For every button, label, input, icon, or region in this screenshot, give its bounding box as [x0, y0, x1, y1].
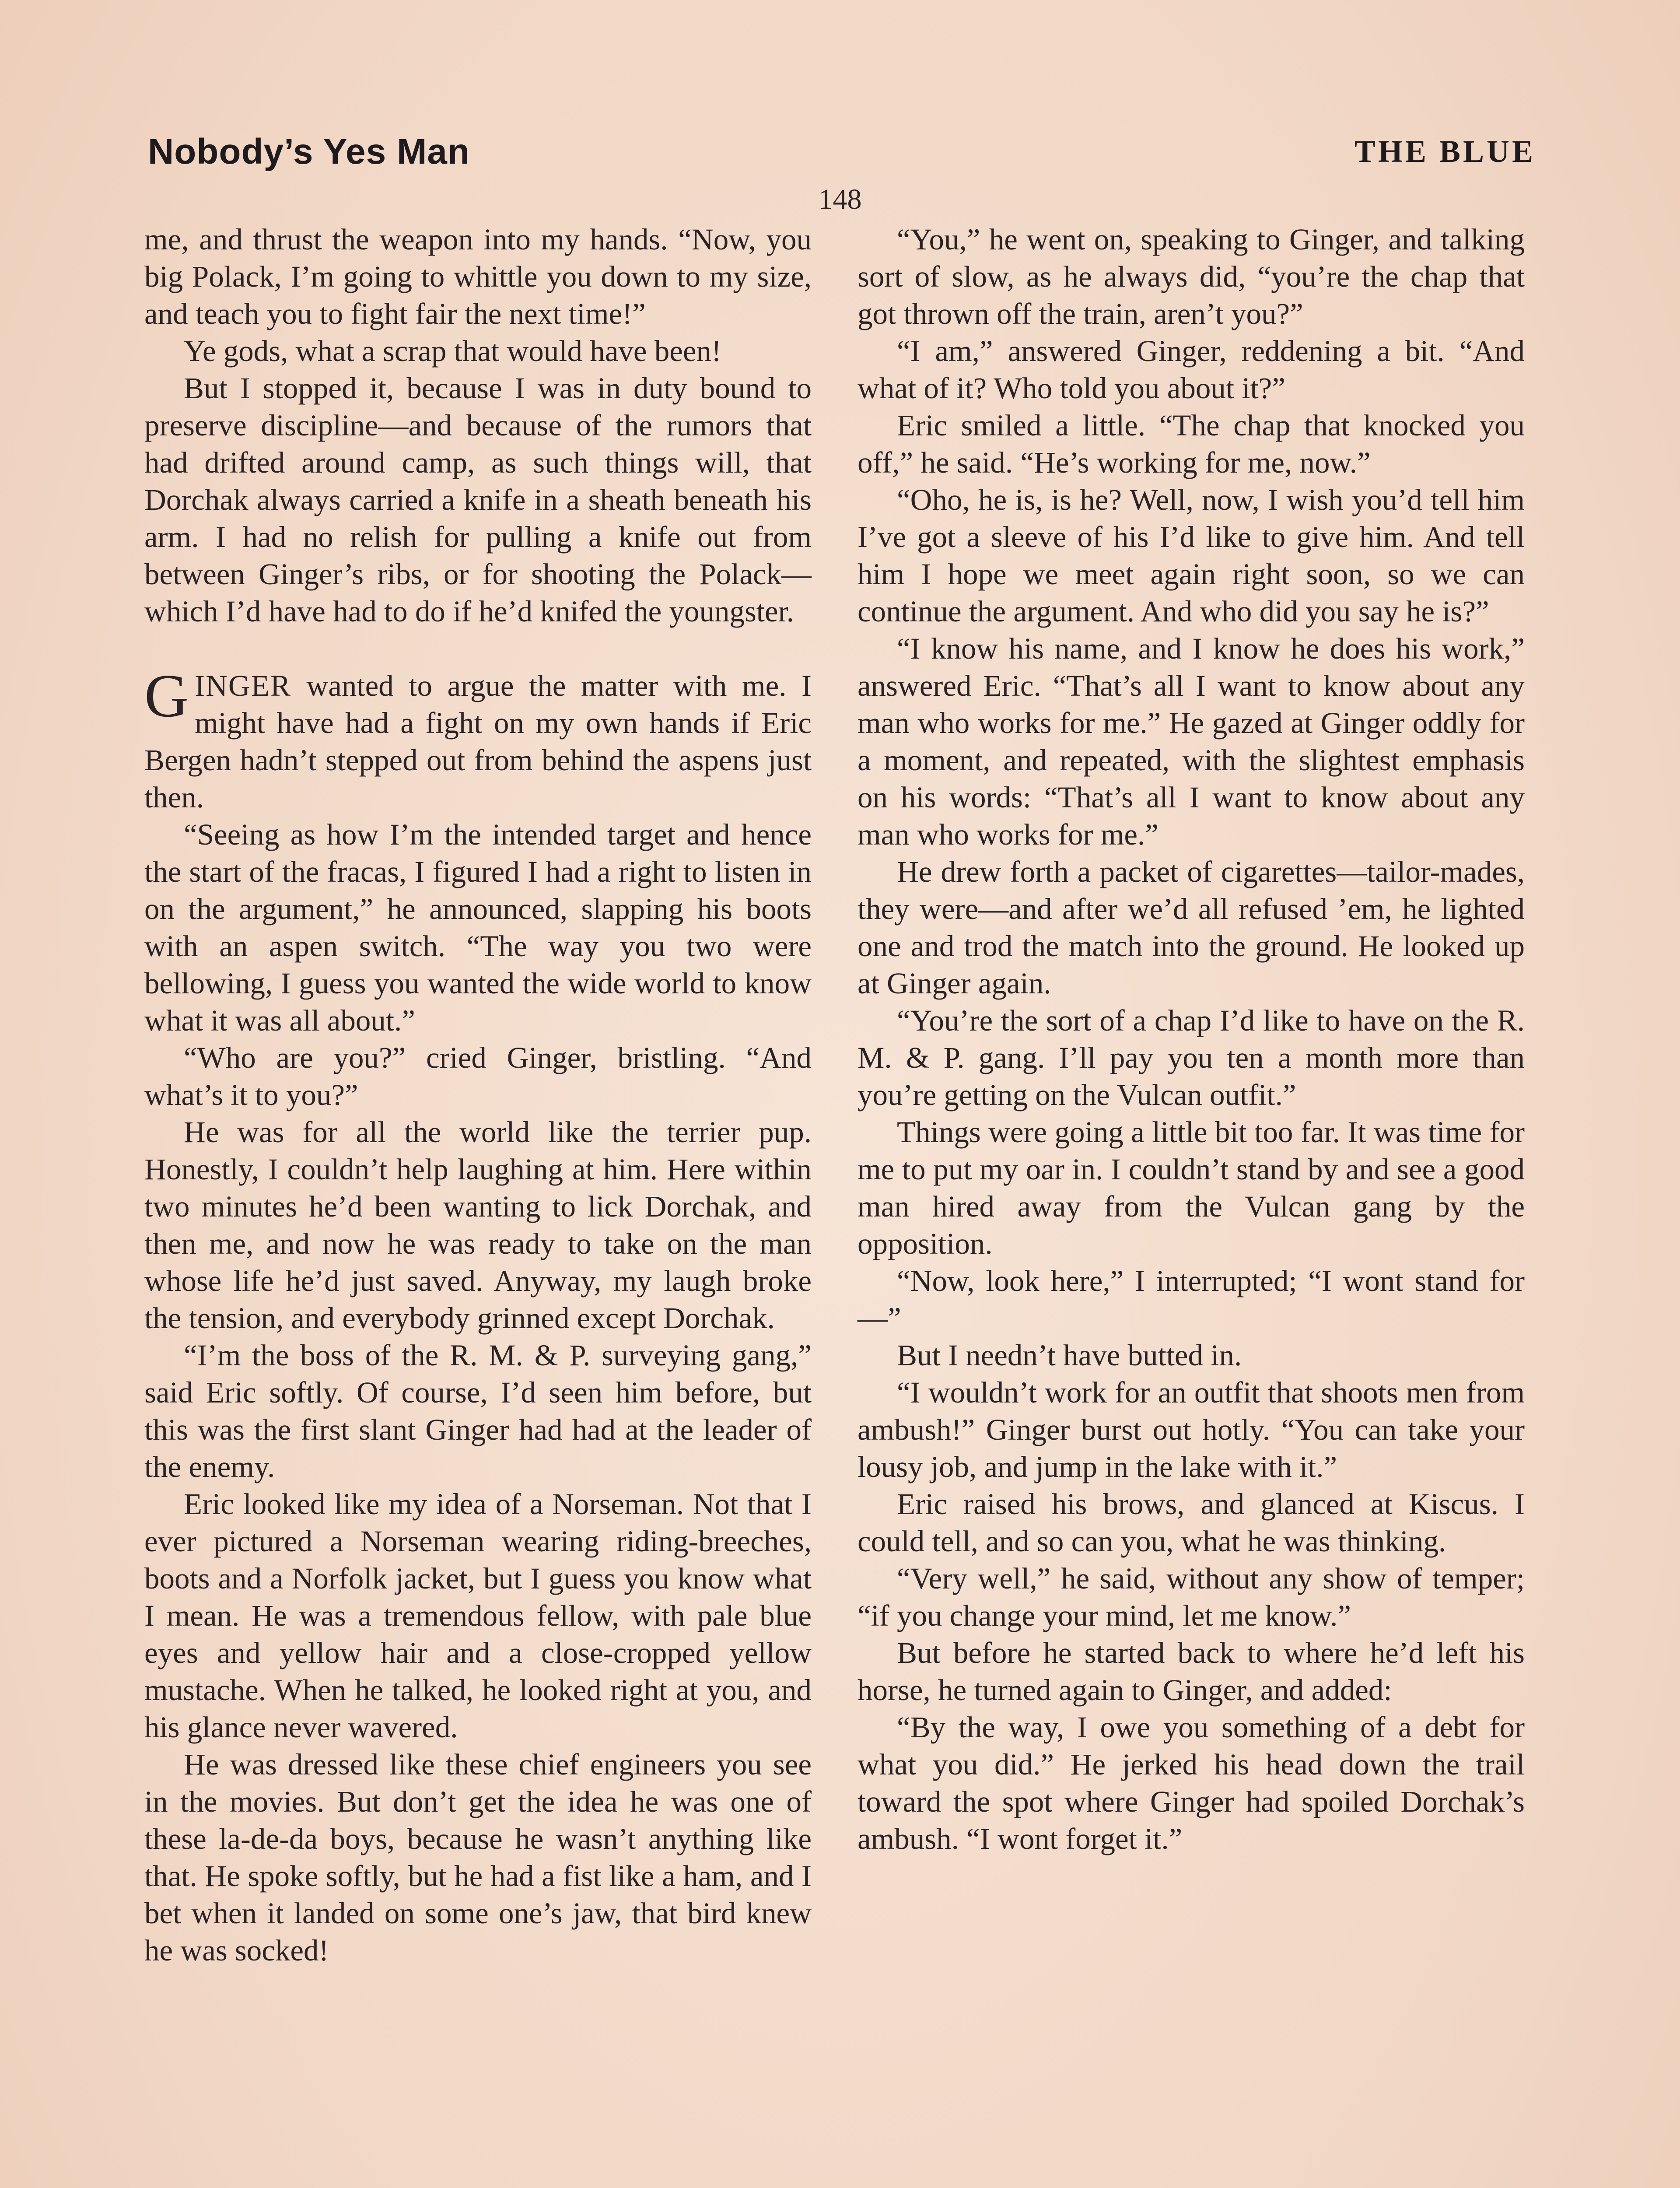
story-title: Nobody’s Yes Man [148, 132, 470, 172]
paragraph: “I’m the boss of the R. M. & P. surveying gang,” said Eric softly. Of course, I’d seen him before, but this was the first slant Ginger had had at the leader of the enemy. [144, 1339, 812, 1483]
paragraph: Eric raised his brows, and glanced at Kiscus. I could tell, and so can you, what he was thinking. [858, 1487, 1525, 1558]
paragraph: But I stopped it, because I was in duty bound to preserve discipline—and because of the rumors that had drifted around camp, as such things will, that Dorchak always carried a knife in a sheath beneath his arm. I had no relish for pulling a knife out from between Ginger’s ribs, or for shooting the Polack—which I’d have had to do if he’d knifed the youngster. [144, 372, 812, 628]
paragraph: me, and thrust the weapon into my hands. “Now, you big Polack, I’m going to whittle you down to my size, and teach you to fight fair the next time!” [144, 223, 812, 330]
section-opening [144, 662, 812, 816]
paragraph: Eric smiled a little. “The chap that knocked you off,” he said. “He’s working for me, now.” [858, 409, 1525, 479]
section-break [144, 630, 812, 667]
paragraph: “Very well,” he said, without any show of temper; “if you change your mind, let me know.” [858, 1562, 1525, 1632]
paragraph: “By the way, I owe you something of a debt for what you did.” He jerked his head down the trail toward the spot where Ginger had spoiled Dorchak’s ambush. “I wont forget it.” [858, 1711, 1525, 1855]
paragraph: He was dressed like these chief engineers you see in the movies. But don’t get the idea he was one of these la-de-da boys, because he wasn’t anything like that. He spoke softly, but he had a fist like a ham, and I bet when it landed on some one’s jaw, that bird knew he was socked! [144, 1748, 812, 1967]
page-number: 148 [818, 183, 862, 215]
paragraph: “I wouldn’t work for an outfit that shoots men from ambush!” Ginger burst out hotly. “You can take your lousy job, and jump in the lake with it.” [858, 1376, 1525, 1483]
paragraph: “You’re the sort of a chap I’d like to have on the R. M. & P. gang. I’ll pay you ten a month more than you’re getting on the Vulcan outfit.” [858, 1004, 1525, 1112]
paragraph: “Who are you?” cried Ginger, bristling. “And what’s it to you?” [144, 1041, 812, 1112]
paragraph [144, 662, 812, 816]
paragraph: “I know his name, and I know he does his work,” answered Eric. “That’s all I want to know about any man who works for me.” He gazed at Ginger oddly for a moment, and repeated, with the slightest emphasis on his words: “That’s all I want to know about any man who works for me.” [858, 632, 1525, 851]
paragraph-text: wanted to argue the matter with me. I might have had a fight on my own hands if Eric Bergen hadn’t stepped out from behind the aspens just then. [144, 669, 812, 814]
smallcaps-lead: INGER [195, 669, 291, 702]
paragraph: Eric looked like my idea of a Norseman. Not that I ever pictured a Norseman wearing riding-breeches, boots and a Norfolk jacket, but I guess you know what I mean. He was a tremendous fellow, with pale blue eyes and yellow hair and a close-cropped yellow mustache. When he talked, he looked right at you, and his glance never wavered. [144, 1487, 812, 1744]
paragraph: “Oho, he is, is he? Well, now, I wish you’d tell him I’ve got a sleeve of his I’d like to give him. And tell him I hope we meet again right soon, so we can continue the argument. And who did you say he is?” [858, 483, 1525, 628]
magazine-name: THE BLUE [1354, 134, 1536, 169]
right-column [858, 221, 1525, 1858]
paragraph: “I am,” answered Ginger, reddening a bit. “And what of it? Who told you about it?” [858, 334, 1525, 405]
paragraph: He was for all the world like the terrier pup. Honestly, I couldn’t help laughing at him. Here within two minutes he’d been wanting to lick Dorchak, and then me, and now he was ready to take on the man whose life he’d just saved. Anyway, my laugh broke the tension, and everybody grinned except Dorchak. [144, 1115, 812, 1335]
paragraph: Ye gods, what a scrap that would have been! [184, 334, 721, 368]
left-column [144, 221, 812, 1969]
paragraph: He drew forth a packet of cigarettes—tailor-mades, they were—and after we’d all refused ’em, he lighted one and trod the match into the ground. He looked up at Ginger again. [858, 855, 1525, 1000]
paragraph: “Now, look here,” I interrupted; “I wont stand for—” [858, 1264, 1525, 1335]
paragraph: “Seeing as how I’m the intended target and hence the start of the fracas, I figured I had a right to listen in on the argument,” he announced, slapping his boots with an aspen switch. “The way you two were bellowing, I guess you wanted the wide world to know what it was all about.” [144, 818, 812, 1037]
paragraph: But I needn’t have butted in. [897, 1339, 1242, 1372]
paragraph: “You,” he went on, speaking to Ginger, and talking sort of slow, as he always did, “you’re the chap that got thrown off the train, aren’t you?” [858, 223, 1525, 330]
paragraph: Things were going a little bit too far. It was time for me to put my oar in. I couldn’t stand by and see a good man hired away from the Vulcan gang by the opposition. [858, 1115, 1525, 1260]
paragraph: But before he started back to where he’d left his horse, he turned again to Ginger, and added: [858, 1636, 1525, 1707]
drop-cap: G [144, 662, 189, 730]
